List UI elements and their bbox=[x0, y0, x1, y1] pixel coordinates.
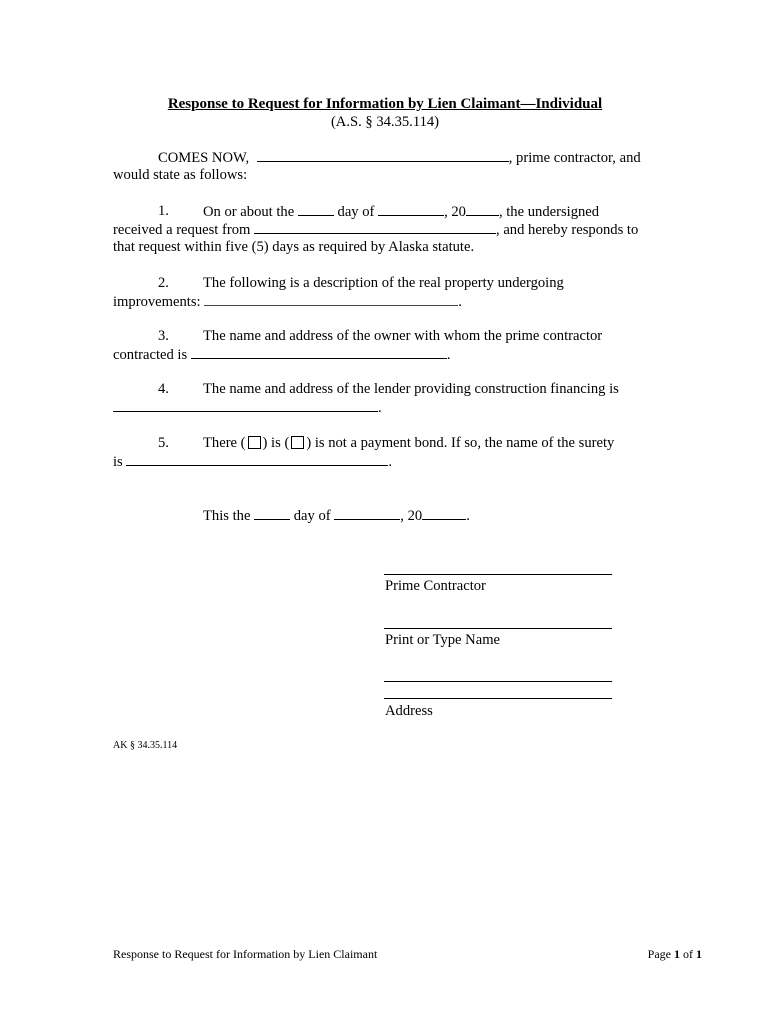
page-prefix: Page bbox=[647, 947, 674, 961]
p3-text: The name and address of the owner with whom the prime contractor bbox=[203, 328, 603, 344]
p2-number: 2. bbox=[158, 275, 169, 291]
p1-text-b: day of bbox=[337, 204, 375, 220]
is-not-checkbox[interactable] bbox=[291, 436, 304, 449]
p5-surety-blank[interactable] bbox=[126, 452, 388, 466]
p1-number: 1. bbox=[158, 203, 169, 219]
p1-line1 bbox=[203, 202, 599, 221]
comes-now-line bbox=[158, 148, 641, 167]
p1-requester-blank[interactable] bbox=[254, 220, 496, 234]
p4-line2 bbox=[113, 398, 382, 417]
p1-text-a: On or about the bbox=[203, 204, 295, 220]
p5-bond-text: ) is not a payment bond. If so, the name of the surety bbox=[306, 435, 615, 451]
p1-responds-to: , and hereby responds to bbox=[496, 222, 639, 238]
p2-line2 bbox=[113, 292, 462, 311]
print-name-line[interactable] bbox=[384, 628, 612, 629]
p5-is-word: is bbox=[113, 454, 123, 470]
p1-text-c: , 20 bbox=[444, 204, 466, 220]
p3-owner-blank[interactable] bbox=[191, 345, 447, 359]
date-year-blank[interactable] bbox=[422, 506, 466, 520]
p4-text: The name and address of the lender providing construction financing is bbox=[203, 381, 619, 397]
p3-line2 bbox=[113, 345, 450, 364]
p5-period: . bbox=[388, 454, 393, 470]
document-title: Response to Request for Information by Lien Claimant—Individual bbox=[167, 96, 603, 112]
comes-now-continuation: would state as follows: bbox=[113, 167, 248, 183]
p2-period: . bbox=[458, 294, 462, 310]
p3-number: 3. bbox=[158, 328, 169, 344]
date-this-the: This the bbox=[203, 508, 251, 524]
footer-title: Response to Request for Information by Lien Claimant bbox=[113, 947, 378, 961]
date-line bbox=[203, 506, 470, 525]
contractor-name-blank[interactable] bbox=[257, 148, 509, 162]
p1-line2 bbox=[113, 220, 638, 239]
p4-period: . bbox=[378, 400, 382, 416]
p4-lender-blank[interactable] bbox=[113, 398, 378, 412]
p2-text: The following is a description of the real property undergoing bbox=[203, 275, 564, 291]
prime-contractor-label: Prime Contractor bbox=[385, 578, 486, 594]
prime-contractor-label: , prime contractor, and bbox=[508, 150, 641, 166]
p1-year-blank[interactable] bbox=[466, 202, 499, 216]
p1-month-blank[interactable] bbox=[378, 202, 444, 216]
date-day-blank[interactable] bbox=[254, 506, 290, 520]
p3-period: . bbox=[446, 347, 451, 363]
comes-now-label: COMES NOW, bbox=[158, 150, 250, 166]
address-line-2[interactable] bbox=[384, 698, 612, 699]
p5-is-label: ) is ( bbox=[262, 435, 290, 451]
print-name-label: Print or Type Name bbox=[385, 632, 501, 648]
p1-text-d: , the undersigned bbox=[498, 204, 600, 220]
p2-description-blank[interactable] bbox=[204, 292, 458, 306]
date-period: . bbox=[466, 508, 470, 524]
date-day-of: day of bbox=[293, 508, 331, 524]
statute-subtitle: (A.S. § 34.35.114) bbox=[330, 114, 440, 130]
p2-improvements-label: improvements: bbox=[113, 294, 201, 310]
p1-line3: that request within five (5) days as required by Alaska statute. bbox=[113, 239, 475, 255]
p3-contracted-label: contracted is bbox=[113, 347, 188, 363]
statute-reference: AK § 34.35.114 bbox=[113, 740, 178, 751]
p4-number: 4. bbox=[158, 381, 169, 397]
p1-day-blank[interactable] bbox=[298, 202, 334, 216]
p5-line2 bbox=[113, 452, 392, 471]
prime-contractor-signature-line[interactable] bbox=[384, 574, 612, 575]
date-year-prefix: , 20 bbox=[400, 508, 423, 524]
page-of: of bbox=[680, 947, 696, 961]
page-number bbox=[648, 945, 702, 963]
is-checkbox[interactable] bbox=[248, 436, 261, 449]
p1-request-from: received a request from bbox=[113, 222, 251, 238]
address-label: Address bbox=[385, 703, 433, 719]
p5-number: 5. bbox=[158, 435, 169, 451]
page-current: 1 bbox=[674, 947, 680, 961]
date-month-blank[interactable] bbox=[334, 506, 400, 520]
address-line-1[interactable] bbox=[384, 681, 612, 682]
p5-line1 bbox=[203, 434, 614, 452]
p5-there-label: There ( bbox=[203, 435, 246, 451]
page-total: 1 bbox=[696, 947, 702, 961]
